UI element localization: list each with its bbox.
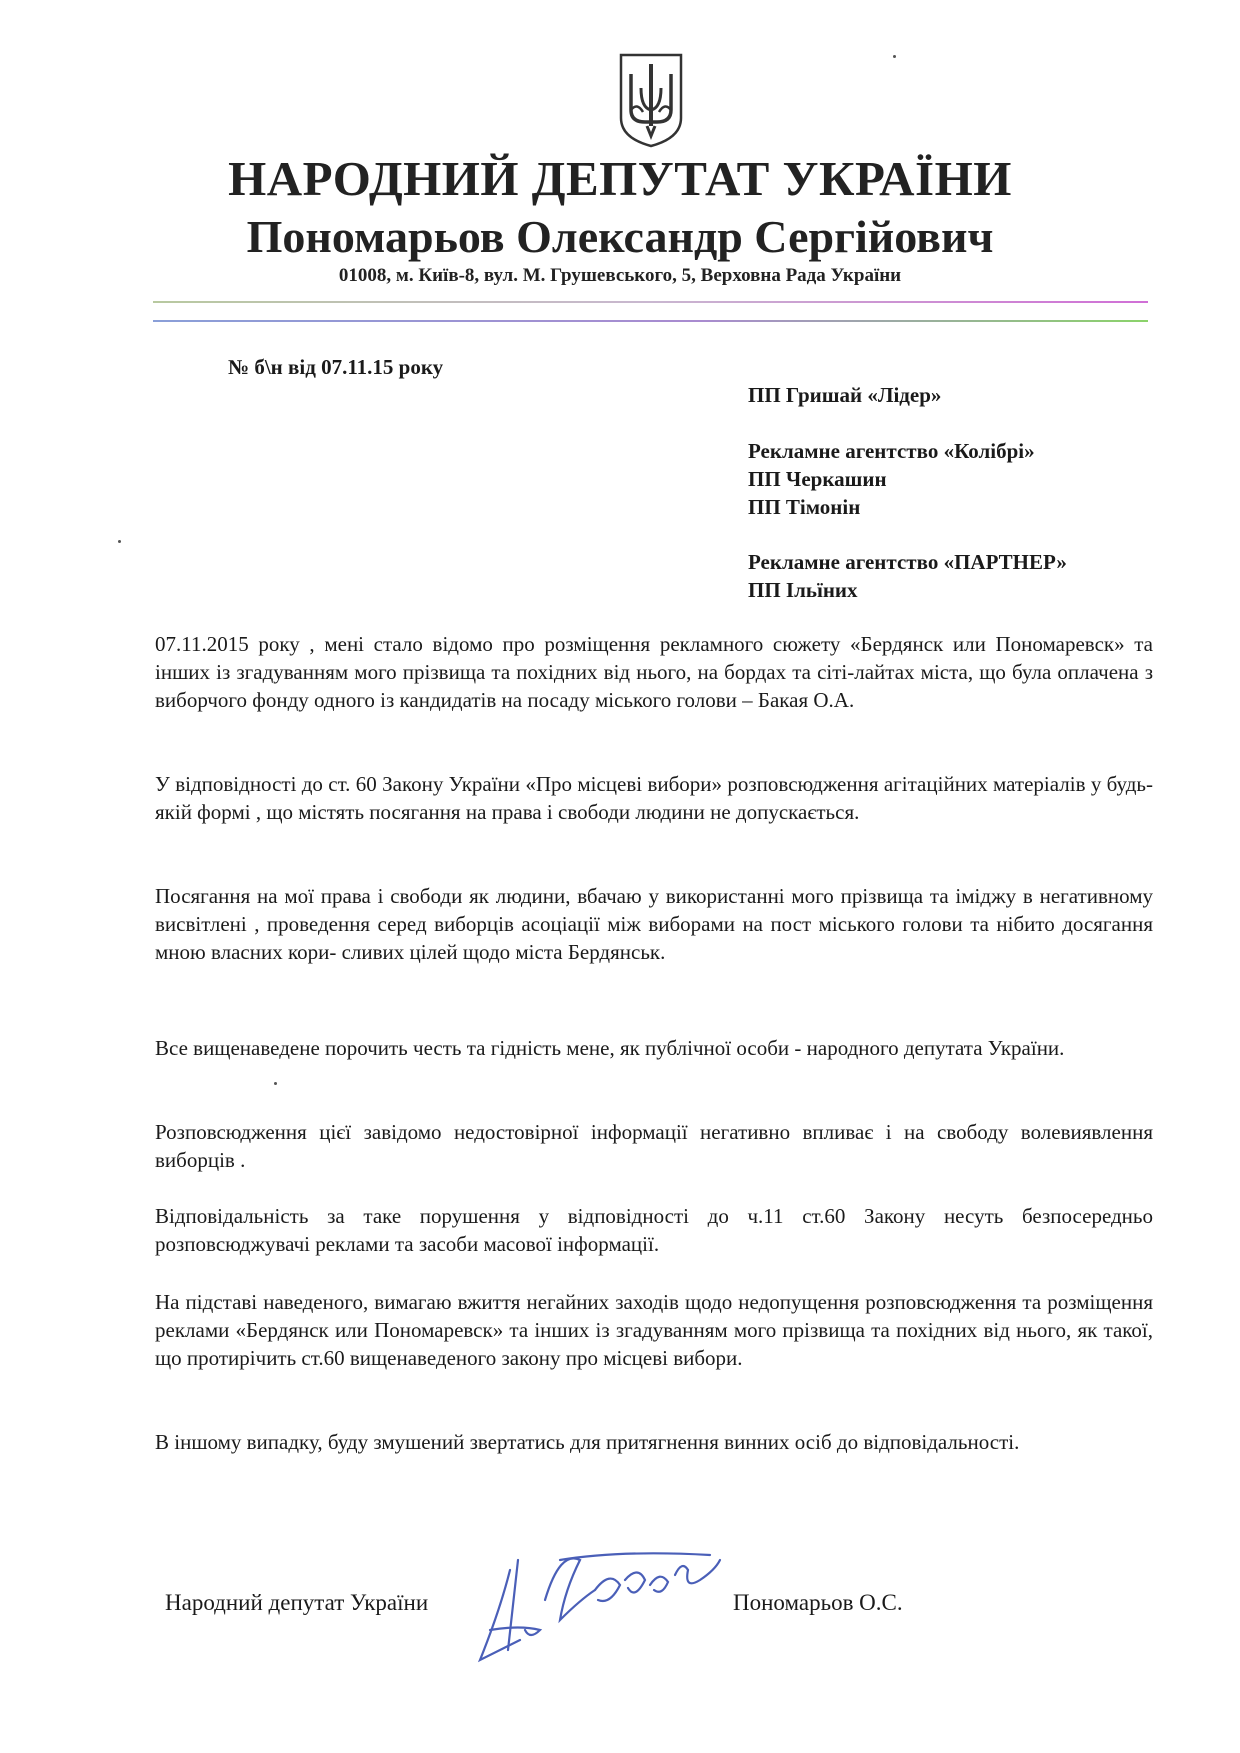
scan-speck <box>274 1082 277 1085</box>
addressee-line: ПП Черкашин <box>748 467 887 491</box>
body-paragraph-2: У відповідності до ст. 60 Закону України «Про місцеві вибори» розповсюдження агітаційних матеріалів у будь-якій формі , що містять посягання на права і свободи людини не допускається. <box>155 772 1153 824</box>
body-paragraph-7: На підставі наведеного, вимагаю вжиття негайних заходів щодо недопущення розповсюдження та розміщення реклами «Бердянск или Пономаревск» та інших із згадуванням мого прізвища та похідних від нього, як такої, що протирічить ст.60 вищенаведеного закону про місцеві вибори. <box>155 1290 1153 1370</box>
signatory-name: Пономарьов О.С. <box>733 1590 903 1615</box>
handwritten-signature <box>470 1530 740 1680</box>
addressee-block-1 <box>748 381 941 409</box>
addressee-line: ПП Гришай «Лідер» <box>748 383 942 407</box>
body-paragraph-8: В іншому випадку, буду змушений звертатись для притягнення винних осіб до відповідальності. <box>155 1430 1020 1454</box>
header-title: НАРОДНИЙ ДЕПУТАТ УКРАЇНИ <box>228 151 1012 206</box>
addressee-line: ПП Тімонін <box>748 495 861 519</box>
header-address: 01008, м. Київ-8, вул. М. Грушевського, 5, Верховна Рада України <box>338 265 902 286</box>
addressee-line: Рекламне агентство «Колібрі» <box>748 439 1035 463</box>
body-paragraph-5: Розповсюдження цієї завідомо недостовірної інформації негативно впливає і на свободу волевиявлення виборців . <box>155 1120 1153 1172</box>
addressee-line: ПП Ільїних <box>748 578 858 602</box>
scan-speck <box>118 540 121 543</box>
body-paragraph-3: Посягання на мої права і свободи як людини, вбачаю у використанні мого прізвища та іміджу в негативному висвітлені , проведення серед виборців асоціації між виборами на пост міського голови та нібито досягання мною власних кори- сливих цілей щодо міста Бердянськ. <box>155 884 1153 964</box>
header-name: Пономарьов Олександр Сергійович <box>246 211 994 262</box>
body-paragraph-6: Відповідальність за таке порушення у відповідності до ч.11 ст.60 Закону несуть безпосередньо розповсюджувачі реклами та засоби масової інформації. <box>155 1204 1153 1256</box>
scan-speck <box>893 55 896 58</box>
document-number: № б\н від 07.11.15 року <box>228 355 444 379</box>
addressee-block-3 <box>748 548 1067 604</box>
body-paragraph-1: 07.11.2015 року , мені стало відомо про розміщення рекламного сюжету «Бердянск или Пономаревск» та інших із згадуванням мого прізвища та похідних від нього, на бордах та сіті-лайтах міста, що була оплачена з виборчого фонду одного із кандидатів на посаду міського голови – Бакая О.А. <box>155 632 1153 712</box>
addressee-line: Рекламне агентство «ПАРТНЕР» <box>748 550 1067 574</box>
tryzub-coat-of-arms-icon <box>617 52 685 148</box>
header-divider-top <box>153 301 1148 303</box>
header-divider-bottom <box>153 320 1148 322</box>
signatory-position: Народний депутат України <box>165 1590 429 1615</box>
body-paragraph-4: Все вищенаведене порочить честь та гідність мене, як публічної особи - народного депутата України. <box>155 1036 1065 1060</box>
addressee-block-2 <box>748 437 1035 521</box>
